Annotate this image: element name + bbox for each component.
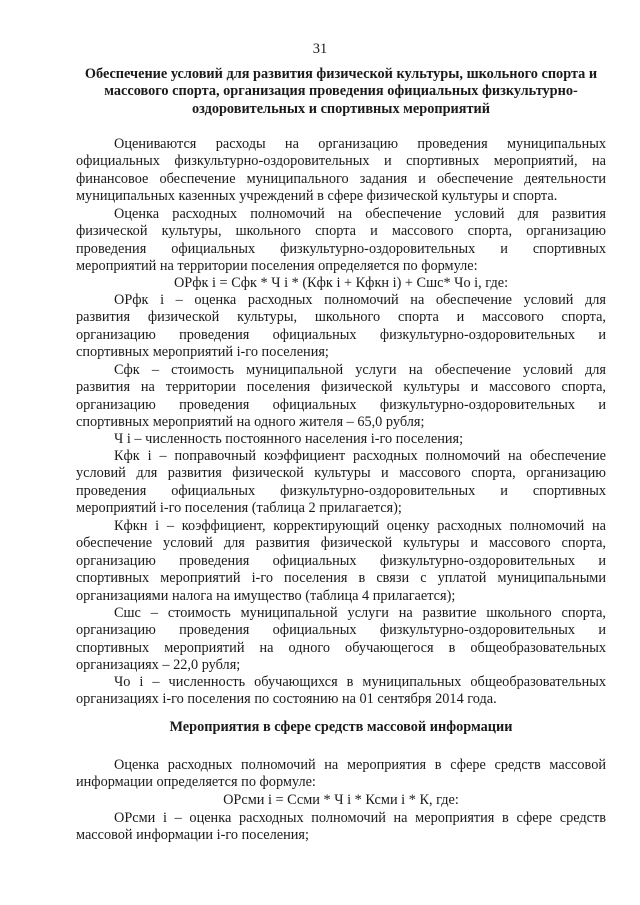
text-line: развития на территории поселения физической культуры и массового спорта, [76, 379, 606, 396]
text-line: Чо i – численность обучающихся в муниципальных общеобразовательных [114, 674, 606, 690]
text-line: организацию проведения официальных физкультурно-оздоровительных и [76, 326, 606, 343]
text-line: проведения официальных физкультурно-оздоровительных и спортивных [76, 482, 606, 499]
definition-cho [76, 674, 606, 709]
paragraph-assessment [76, 206, 606, 276]
text-line: информации определяется по формуле: [76, 774, 316, 791]
text-line: условий для развития физической культуры и массового спорта, организацию [76, 465, 606, 482]
text-line: Сфк – стоимость муниципальной услуги на обеспечение условий для [114, 362, 606, 378]
text-line: организациях i-го поселения по состоянию на 01 сентября 2014 года. [76, 691, 497, 708]
text-line: мероприятий i-го поселения (таблица 2 прилагается); [76, 500, 402, 517]
text-line: организацию проведения официальных физкультурно-оздоровительных и [76, 622, 606, 639]
text-line: спортивных мероприятий i-го поселения; [76, 344, 329, 361]
definition-kfk [76, 448, 606, 518]
text-line: ОРсми i – оценка расходных полномочий на мероприятия в сфере средств [114, 810, 606, 826]
text-line: организациях – 22,0 рубля; [76, 657, 241, 674]
text-line: проведения официальных физкультурно-оздоровительных и спортивных [76, 240, 606, 257]
text-line: организацию проведения официальных физкультурно-оздоровительных и [76, 552, 606, 569]
text-line: Оценка расходных полномочий на мероприятия в сфере средств массовой [114, 757, 606, 773]
text-line: Оцениваются расходы на организацию проведения муниципальных [114, 136, 606, 152]
text-line: мероприятий на территории поселения определяется по формуле: [76, 258, 478, 275]
definition-orsmi [76, 810, 606, 845]
paragraph-mass-media-assessment [76, 757, 606, 792]
text-line: организацию проведения официальных физкультурно-оздоровительных и [76, 396, 606, 413]
text-line: спортивных мероприятий i-го поселения в связи с уплатой муниципальными [76, 570, 606, 587]
definition-ch [76, 431, 606, 448]
section-heading-mass-media: Мероприятия в сфере средств массовой информации [169, 719, 513, 735]
formula-orsmi: ОРсми i = Ссми * Ч i * Ксми i * К, где: [223, 792, 459, 808]
text-line: организациями налога на имущество (таблица 4 прилагается); [76, 587, 456, 604]
text-line: финансовое обеспечение муниципального задания и обеспечение деятельности [76, 170, 606, 187]
paragraph-intro [76, 136, 606, 206]
formula-orfk: ОРфк i = Сфк * Ч i * (Кфк i + Кфкн i) + Сшс* Чо i, где: [173, 275, 509, 291]
text-line: Кфк i – поправочный коэффициент расходных полномочий на обеспечение [114, 448, 606, 464]
text-line: официальных физкультурно-оздоровительных и спортивных мероприятий, на [76, 153, 606, 170]
definition-kfkn [76, 518, 606, 605]
definition-orfk [76, 292, 606, 362]
text-line: развития физической культуры, школьного спорта и массового спорта, [76, 309, 606, 326]
definition-sfk [76, 362, 606, 432]
text-line: обеспечение условий для развития физической культуры и массового спорта, [76, 535, 606, 552]
text-line: ОРфк i – оценка расходных полномочий на обеспечение условий для [114, 292, 606, 308]
text-line: Оценка расходных полномочий на обеспечение условий для развития [114, 206, 606, 222]
text-line: физической культуры, школьного спорта и массового спорта, организацию [76, 223, 606, 240]
text-line: спортивных мероприятий на одного обучающегося в общеобразовательных [76, 639, 606, 656]
text-line: Ч i – численность постоянного населения i-го поселения; [114, 431, 464, 447]
page-number: 31 [312, 41, 328, 57]
text-line: массовой информации i-го поселения; [76, 827, 309, 844]
text-line: муниципальных казенных учреждений в сфере физической культуры и спорта. [76, 188, 558, 205]
text-line: спортивных мероприятий на одного жителя – 65,0 рубля; [76, 414, 425, 431]
definition-sshs [76, 605, 606, 675]
section-heading-physical-culture: Обеспечение условий для развития физической культуры, школьного спорта и массового спорта, организация проведения официальных физкультурно-оздоровительных и спортивных мероприятий [84, 66, 598, 117]
text-line: Сшс – стоимость муниципальной услуги на развитие школьного спорта, [114, 605, 606, 621]
text-line: Кфкн i – коэффициент, корректирующий оценку расходных полномочий на [114, 518, 606, 534]
